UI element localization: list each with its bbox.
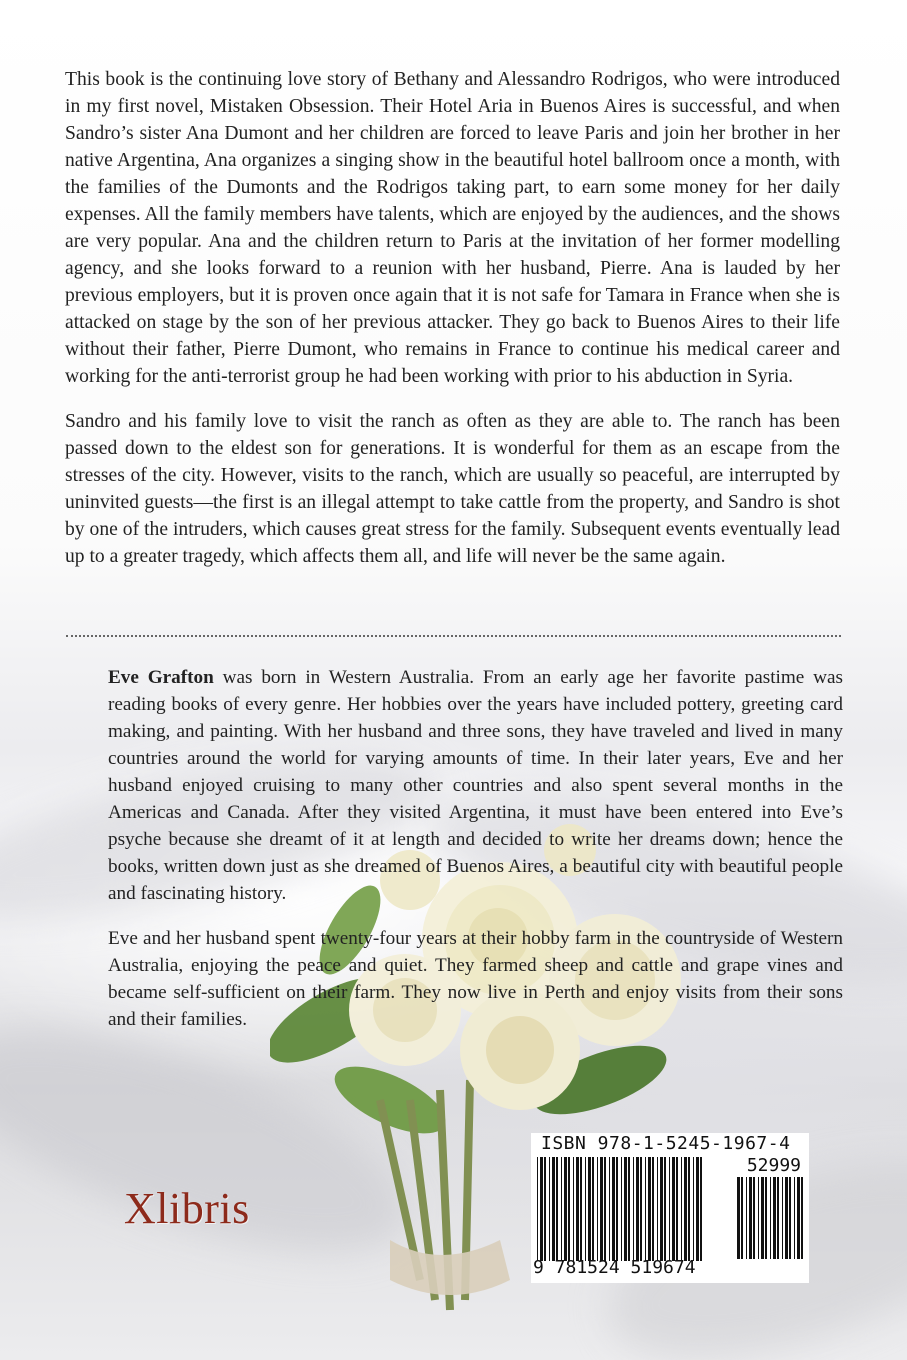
barcode-bar <box>688 1157 690 1261</box>
barcode-bar <box>794 1177 795 1259</box>
barcode-bar <box>672 1157 675 1261</box>
barcode-bar <box>669 1157 670 1261</box>
barcode-bar <box>657 1157 658 1261</box>
barcode-bar <box>540 1157 543 1261</box>
price-code: 52999 <box>746 1155 801 1176</box>
barcode-bar <box>556 1157 558 1261</box>
barcode-bar <box>789 1177 791 1259</box>
barcode-bar <box>761 1177 764 1259</box>
blurb-paragraph: Sandro and his family love to visit the ranch as often as they are able to. The ranch has been passed down to the eldest son for generations. It is wonderful for them as an escape from the stresses of the city. However, visits to the ranch, which are usually so peaceful, are interrupted by uninvited guests—the first is an illegal attempt to take cattle from the property, and Sandro is shot by one of the intruders, which causes great stress for the family. Subsequent events eventually lead up to a greater tragedy, which affects them all, and life will never be the same again. <box>65 411 840 567</box>
barcode-bar <box>592 1157 594 1261</box>
barcode-bar <box>636 1157 639 1261</box>
barcode-bar <box>749 1177 752 1259</box>
author-bio <box>108 664 843 1051</box>
barcode-bar <box>773 1177 776 1259</box>
barcode-bar <box>660 1157 663 1261</box>
barcode-bar <box>588 1157 591 1261</box>
barcode-bar <box>537 1157 538 1261</box>
barcode-bar <box>568 1157 570 1261</box>
barcode-bar <box>600 1157 603 1261</box>
barcode-bar <box>552 1157 555 1261</box>
barcode-bar <box>597 1157 598 1261</box>
barcode-bar <box>801 1177 803 1259</box>
barcode-bar <box>797 1177 800 1259</box>
barcode-bar <box>684 1157 687 1261</box>
barcode-bar <box>737 1177 740 1259</box>
barcode-bar <box>576 1157 579 1261</box>
barcode-bar <box>604 1157 606 1261</box>
barcode-bar <box>700 1157 702 1261</box>
barcode-bar <box>664 1157 666 1261</box>
barcode-bar <box>652 1157 654 1261</box>
isbn-barcode <box>531 1133 809 1283</box>
price-barcode-bars <box>737 1177 803 1259</box>
barcode-bar <box>621 1157 622 1261</box>
bio-paragraph-text: was born in Western Australia. From an early age her favorite pastime was reading books of every genre. Her hobbies over the years have included pottery, greeting card making, and painting. With her husband and three sons, they have traveled and lived in many countries around the world for varying amounts of time. In their later years, Eve and her husband enjoyed cruising to many other countries and also spent several months in the Americas and Canada. After they visited Argentina, it must have been entered into Eve’s psyche because she dreamt of it at length and decided to write her dreams down; hence the books, written down just as she dreamed of Buenos Aires, a beautiful city with beautiful people and fascinating history. <box>108 667 843 904</box>
barcode-bar <box>573 1157 574 1261</box>
barcode-bars <box>537 1157 703 1261</box>
author-name: Eve Grafton <box>108 667 214 688</box>
barcode-bar <box>609 1157 610 1261</box>
barcode-bar <box>785 1177 788 1259</box>
barcode-bar <box>624 1157 627 1261</box>
barcode-bar <box>544 1157 546 1261</box>
bio-paragraph: Eve and her husband spent twenty-four years at their hobby farm in the countryside of Western Australia, enjoying the peace and quiet. They farmed sheep and cattle and grape vines and became self-sufficient on their farm. They now live in Perth and enjoy visits from their sons and their families. <box>108 928 843 1030</box>
barcode-bar <box>549 1157 550 1261</box>
barcode-bar <box>564 1157 567 1261</box>
barcode-bar <box>753 1177 755 1259</box>
bio-paragraph <box>108 664 843 907</box>
isbn-label: ISBN 978-1-5245-1967-4 <box>541 1133 791 1154</box>
barcode-bar <box>561 1157 562 1261</box>
barcode-bar <box>782 1177 783 1259</box>
barcode-bar <box>777 1177 779 1259</box>
barcode-bar <box>616 1157 618 1261</box>
barcode-bar <box>628 1157 630 1261</box>
publisher-logo: Xlibris <box>124 1184 250 1233</box>
barcode-bar <box>758 1177 759 1259</box>
barcode-digits: 9 781524 519674 <box>533 1257 696 1278</box>
dotted-divider <box>66 635 841 637</box>
barcode-bar <box>693 1157 694 1261</box>
barcode-bar <box>633 1157 634 1261</box>
barcode-bar <box>585 1157 586 1261</box>
book-blurb <box>65 66 840 588</box>
barcode-bar <box>770 1177 771 1259</box>
barcode-bar <box>580 1157 582 1261</box>
barcode-bar <box>696 1157 699 1261</box>
barcode-bar <box>648 1157 651 1261</box>
barcode-bar <box>640 1157 642 1261</box>
barcode-bar <box>676 1157 678 1261</box>
barcode-bar <box>645 1157 646 1261</box>
barcode-bar <box>741 1177 743 1259</box>
barcode-bar <box>765 1177 767 1259</box>
barcode-bar <box>681 1157 682 1261</box>
barcode-bar <box>746 1177 747 1259</box>
barcode-bar <box>612 1157 615 1261</box>
blurb-paragraph: This book is the continuing love story of Bethany and Alessandro Rodrigos, who were introduced in my first novel, Mistaken Obsession. Their Hotel Aria in Buenos Aires is successful, and when Sandro’s sister Ana Dumont and her children are forced to leave Paris and join her brother in her native Argentina, Ana organizes a singing show in the beautiful hotel ballroom once a month, with the families of the Dumonts and the Rodrigos taking part, to earn some money for her daily expenses. All the family members have talents, which are enjoyed by the audiences, and the shows are very popular. Ana and the children return to Paris at the invitation of her former modelling agency, and she looks forward to a reunion with her husband, Pierre. Ana is lauded by her previous employers, but it is proven once again that it is not safe for Tamara in France when she is attacked on stage by the son of her previous attacker. They go back to Buenos Aires to their life without their father, Pierre Dumont, who remains in France to continue his medical career and working for the anti-terrorist group he had been working with prior to his abduction in Syria. <box>65 69 840 387</box>
